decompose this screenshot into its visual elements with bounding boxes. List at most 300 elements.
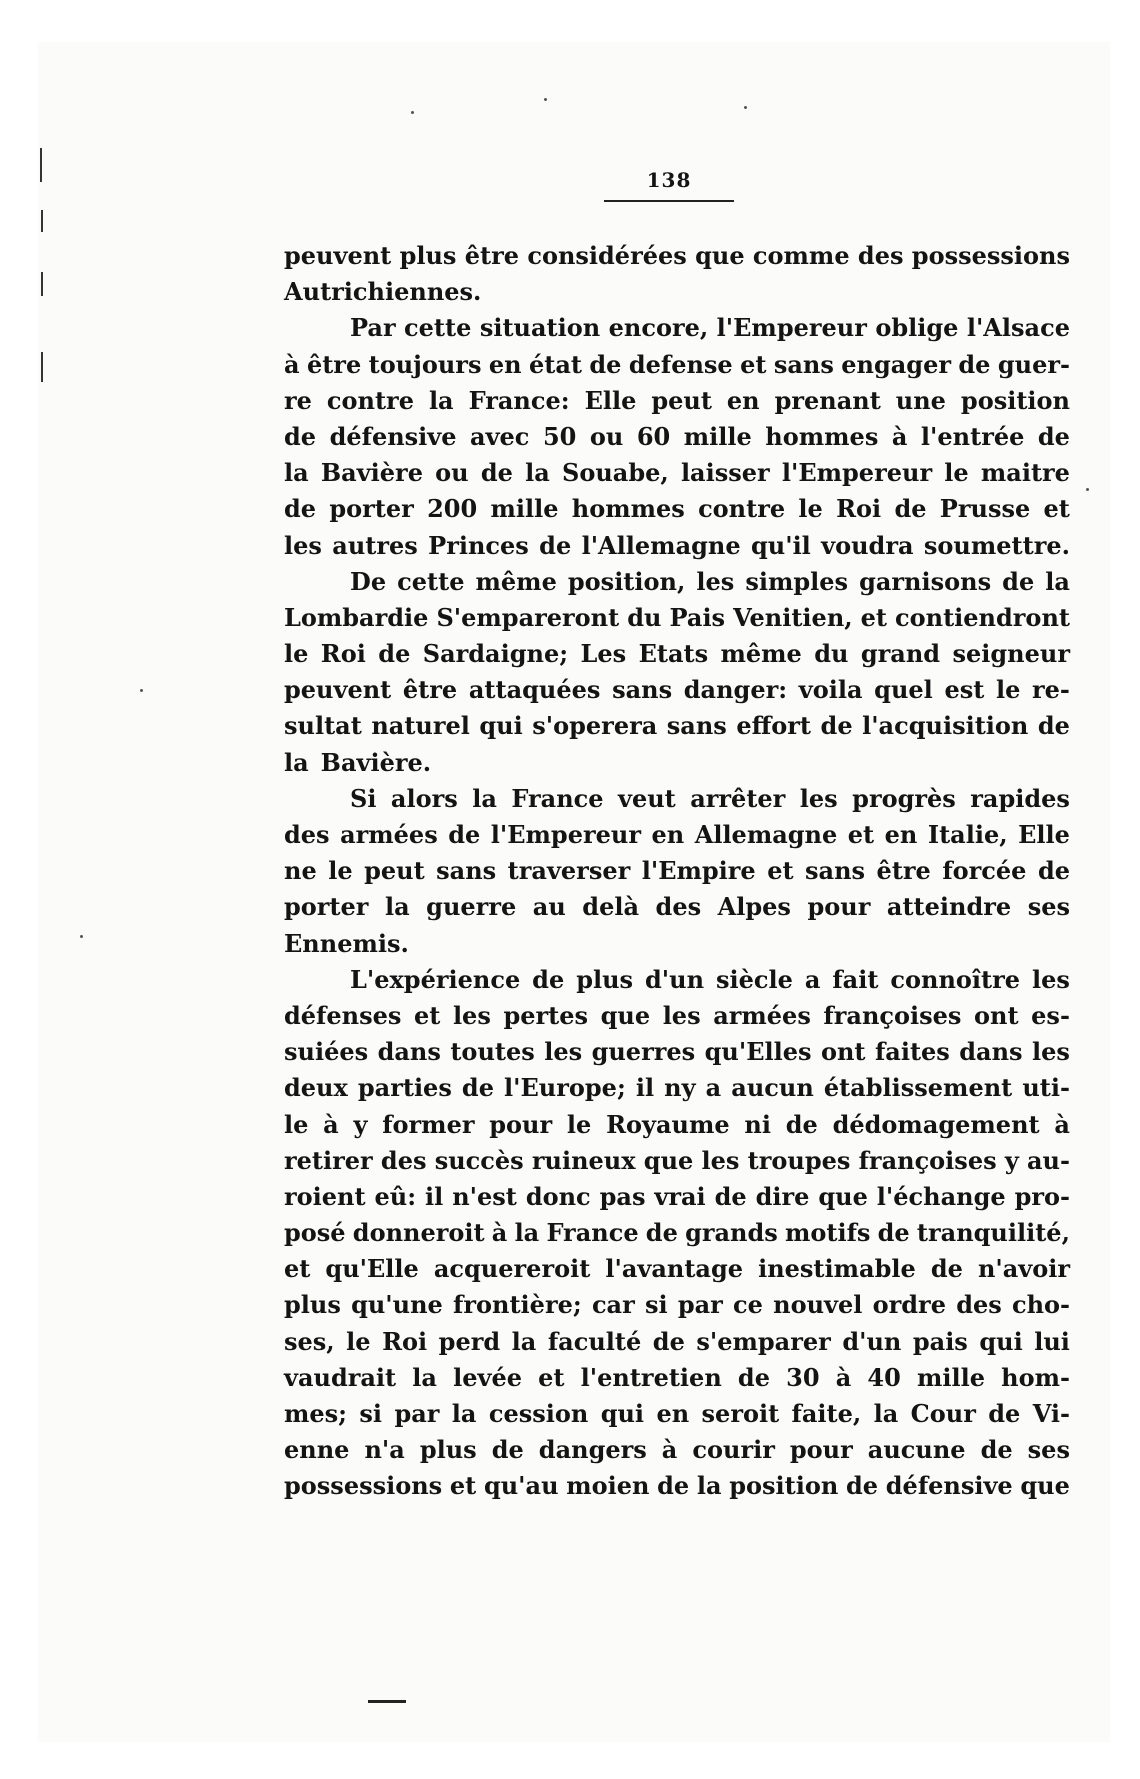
- word: qu'il: [750, 530, 811, 560]
- word: du: [814, 639, 849, 669]
- word: Bavière: [320, 458, 423, 488]
- word: que: [695, 241, 745, 270]
- word: contre: [698, 494, 786, 524]
- word: Ennemis.: [284, 928, 409, 958]
- word: la: [284, 747, 309, 777]
- word: De: [350, 566, 387, 596]
- word: le: [284, 639, 309, 669]
- word: que: [643, 1145, 694, 1175]
- word: levée: [453, 1362, 522, 1392]
- word: à: [835, 1362, 852, 1392]
- word: de: [877, 1218, 910, 1248]
- word: possessions: [284, 1471, 443, 1501]
- word: hommes: [571, 494, 685, 524]
- word: de: [589, 349, 622, 379]
- word: de: [846, 1471, 879, 1501]
- word: Italie,: [927, 820, 1008, 849]
- word: veut: [618, 783, 676, 813]
- word: la: [428, 385, 454, 415]
- text-line: [284, 781, 1070, 817]
- word: des: [284, 820, 330, 849]
- word: cho-: [1011, 1290, 1070, 1320]
- word: d'un: [842, 1326, 902, 1356]
- word: Princes: [428, 530, 529, 560]
- word: mille: [916, 1362, 985, 1392]
- word: guer-: [997, 349, 1070, 379]
- word: qu'Elles: [704, 1037, 812, 1067]
- text-line: [284, 528, 1070, 564]
- word: ruineux: [531, 1145, 636, 1175]
- bottom-mark: [368, 1700, 406, 1703]
- word: n'a: [364, 1435, 405, 1465]
- word: françoises: [823, 1000, 962, 1030]
- text-line: [284, 1287, 1070, 1323]
- word: Cour: [910, 1399, 976, 1428]
- word: considérées: [527, 241, 687, 270]
- word: de: [988, 1399, 1021, 1428]
- word: fait: [832, 964, 879, 994]
- word: Lombardie: [284, 602, 429, 632]
- word: Par: [350, 313, 396, 343]
- word: qui: [600, 1399, 645, 1428]
- word: arrêter: [690, 783, 786, 813]
- word: l'entretien: [580, 1362, 722, 1392]
- word: à: [1054, 1109, 1070, 1139]
- text-line: [284, 419, 1070, 455]
- word: du: [627, 602, 662, 632]
- word: Souabe,: [561, 458, 669, 488]
- word: naturel: [371, 711, 470, 741]
- word: dangers: [538, 1435, 647, 1465]
- word: de: [378, 639, 411, 669]
- word: le: [346, 1326, 371, 1356]
- word: retirer: [284, 1145, 373, 1175]
- word: alors: [390, 783, 458, 813]
- word: peut: [364, 856, 425, 886]
- word: de: [657, 1471, 690, 1501]
- word: 30: [786, 1362, 820, 1392]
- word: le: [798, 494, 823, 524]
- word: oblige: [875, 313, 959, 343]
- text-line: [284, 1396, 1070, 1432]
- word: comme: [752, 241, 850, 270]
- word: pro-: [1014, 1181, 1070, 1211]
- text-line: [284, 1468, 1070, 1504]
- word: ny: [664, 1073, 696, 1103]
- word: et: [449, 1471, 477, 1501]
- word: et: [740, 349, 767, 379]
- word: Roi: [320, 639, 366, 669]
- word: ni: [744, 1109, 771, 1139]
- word: l'Empereur: [490, 820, 641, 849]
- word: même: [475, 566, 557, 596]
- word: et: [538, 1362, 565, 1392]
- word: possessions: [911, 241, 1070, 270]
- text-line: [284, 672, 1070, 708]
- word: être: [402, 675, 458, 705]
- word: atteindre: [886, 892, 1012, 922]
- word: cession: [488, 1399, 589, 1428]
- word: de: [491, 1435, 524, 1465]
- word: position: [960, 385, 1070, 415]
- word: autres: [332, 530, 418, 560]
- word: et: [860, 602, 887, 632]
- word: s'operera: [532, 711, 658, 741]
- word: Pais: [669, 602, 726, 632]
- text-line: [284, 347, 1070, 383]
- word: par: [677, 1290, 723, 1320]
- word: toujours: [368, 349, 482, 379]
- word: connoître: [890, 964, 1021, 994]
- word: ses,: [284, 1326, 335, 1356]
- word: de: [980, 1435, 1013, 1465]
- text-line: [284, 1324, 1070, 1360]
- word: que: [1020, 1471, 1070, 1501]
- text-line: [284, 274, 1070, 310]
- word: de: [737, 1362, 770, 1392]
- word: et: [847, 820, 875, 849]
- word: la: [412, 1362, 437, 1392]
- word: et: [767, 856, 794, 886]
- word: defense: [628, 349, 733, 379]
- word: l'Empereur: [716, 313, 867, 343]
- word: progrès: [852, 783, 956, 813]
- word: défensive: [329, 421, 457, 451]
- word: motifs: [784, 1218, 871, 1248]
- word: donc: [525, 1181, 591, 1211]
- word: de: [958, 349, 991, 379]
- word: ou: [589, 421, 624, 451]
- word: sans: [666, 711, 727, 741]
- text-line: [284, 1215, 1070, 1251]
- text-line: [284, 238, 1070, 274]
- text-line: [284, 853, 1070, 889]
- word: n'avoir: [977, 1254, 1070, 1284]
- word: roient: [284, 1181, 366, 1211]
- word: plus: [399, 241, 457, 270]
- word: pour: [789, 1435, 853, 1465]
- margin-mark: [40, 148, 42, 182]
- print-speck: [1086, 488, 1089, 491]
- text-line: [284, 1034, 1070, 1070]
- word: Etats: [638, 639, 709, 669]
- word: à: [661, 1435, 678, 1465]
- word: françoises: [858, 1145, 997, 1175]
- word: peuvent: [284, 241, 392, 270]
- word: être: [306, 349, 362, 379]
- word: France:: [468, 385, 570, 415]
- word: es-: [1031, 1000, 1070, 1030]
- word: contiendront: [895, 602, 1070, 632]
- word: attaquées: [468, 675, 601, 705]
- word: pais: [912, 1326, 968, 1356]
- word: car: [591, 1290, 635, 1320]
- word: troupes: [747, 1145, 851, 1175]
- word: la: [873, 1399, 899, 1428]
- word: qui: [479, 711, 523, 741]
- word: plus: [284, 1290, 341, 1320]
- word: de: [930, 1254, 963, 1284]
- word: armées: [340, 820, 438, 849]
- word: 200: [427, 494, 478, 524]
- word: les: [799, 783, 838, 813]
- word: grand: [860, 639, 941, 669]
- word: à: [323, 1109, 339, 1139]
- word: inestimable: [758, 1254, 916, 1284]
- text-line: [284, 926, 1070, 962]
- word: uti-: [1022, 1073, 1070, 1103]
- word: faites: [874, 1037, 950, 1067]
- word: sans: [612, 675, 673, 705]
- word: parties: [357, 1073, 452, 1103]
- word: de: [284, 494, 317, 524]
- print-speck: [140, 689, 143, 692]
- word: pour: [489, 1109, 553, 1139]
- word: en: [651, 820, 685, 849]
- margin-mark: [41, 210, 43, 232]
- word: l'entrée: [920, 421, 1025, 451]
- text-line: [284, 1070, 1070, 1106]
- word: voudra: [821, 530, 914, 560]
- word: à: [891, 421, 908, 451]
- word: établissement: [823, 1073, 1013, 1103]
- word: des: [857, 241, 904, 270]
- word: la: [1045, 566, 1070, 596]
- word: seroit: [701, 1399, 780, 1428]
- word: le: [328, 856, 353, 886]
- word: de: [1002, 566, 1035, 596]
- word: les: [696, 566, 735, 596]
- text-line: [284, 889, 1070, 925]
- word: perd: [438, 1326, 501, 1356]
- word: garnisons: [859, 566, 992, 596]
- text-line: [284, 1107, 1070, 1143]
- word: encore,: [608, 313, 709, 343]
- word: Roi: [836, 494, 882, 524]
- word: l'Empereur: [781, 458, 933, 488]
- word: guerres: [591, 1037, 696, 1067]
- word: des: [655, 892, 702, 922]
- word: peut: [651, 385, 712, 415]
- word: Vi-: [1032, 1399, 1070, 1428]
- word: la: [514, 1218, 540, 1248]
- text-line: [284, 564, 1070, 600]
- text-line: [284, 383, 1070, 419]
- word: le: [566, 1109, 592, 1139]
- word: à: [284, 349, 300, 379]
- word: la: [525, 458, 550, 488]
- word: à: [491, 1218, 508, 1248]
- word: défenses: [284, 1000, 402, 1030]
- word: position: [729, 1471, 839, 1501]
- word: Alpes: [717, 892, 791, 922]
- word: de: [461, 1073, 494, 1103]
- word: qu'Elle: [325, 1254, 419, 1284]
- word: les: [1032, 1037, 1070, 1067]
- word: faculté: [547, 1326, 642, 1356]
- word: seigneur: [952, 639, 1070, 669]
- word: de: [1037, 421, 1070, 451]
- word: porter: [329, 494, 414, 524]
- word: Les: [580, 639, 627, 669]
- word: une: [895, 385, 946, 415]
- word: et: [413, 1000, 441, 1030]
- word: France: [546, 1218, 639, 1248]
- word: défensive: [885, 1471, 1013, 1501]
- word: sans: [773, 349, 834, 379]
- word: par: [394, 1399, 440, 1428]
- text-line: [284, 817, 1070, 853]
- word: que: [818, 1181, 868, 1211]
- word: de: [284, 421, 317, 451]
- text-line: [284, 708, 1070, 744]
- word: armées: [713, 1000, 811, 1030]
- word: eû:: [374, 1181, 417, 1211]
- word: l'acquisition: [862, 711, 1029, 741]
- page-number-rule: [604, 200, 734, 202]
- text-line: [284, 1432, 1070, 1468]
- word: les: [452, 1000, 491, 1030]
- word: enne: [284, 1435, 350, 1465]
- word: prenant: [774, 385, 881, 415]
- word: Autrichiennes.: [284, 277, 482, 307]
- word: au: [532, 892, 566, 922]
- word: tranquilité,: [916, 1218, 1070, 1248]
- word: et: [1043, 494, 1070, 524]
- word: que: [600, 1000, 651, 1030]
- word: de: [448, 820, 481, 849]
- word: posé: [284, 1218, 346, 1248]
- word: deux: [284, 1073, 348, 1103]
- word: pas: [599, 1181, 646, 1211]
- word: traverser: [507, 856, 631, 886]
- text-line: [284, 491, 1070, 527]
- word: Elle: [584, 385, 637, 415]
- word: delà: [582, 892, 640, 922]
- word: est: [944, 675, 985, 705]
- word: il: [635, 1073, 655, 1103]
- word: d'un: [645, 964, 705, 994]
- word: simples: [745, 566, 849, 596]
- word: en: [726, 385, 760, 415]
- word: porter: [284, 892, 369, 922]
- word: ont: [820, 1037, 866, 1067]
- word: si: [644, 1290, 668, 1320]
- word: sans: [436, 856, 497, 886]
- word: position,: [567, 566, 686, 596]
- word: acquereroit: [433, 1254, 591, 1284]
- word: moien: [566, 1471, 650, 1501]
- text-line: [284, 745, 1070, 781]
- word: les: [284, 530, 322, 560]
- word: dédomagement: [832, 1109, 1040, 1139]
- word: ordre: [872, 1290, 946, 1320]
- word: les: [662, 1000, 701, 1030]
- word: guerre: [426, 892, 517, 922]
- word: Sardaigne;: [422, 639, 569, 669]
- word: la: [472, 783, 497, 813]
- word: n'est: [452, 1181, 517, 1211]
- word: il: [425, 1181, 444, 1211]
- word: laisser: [680, 458, 770, 488]
- print-speck: [544, 98, 547, 101]
- word: état: [528, 349, 582, 379]
- word: soumettre.: [923, 530, 1070, 560]
- word: ne: [284, 856, 317, 886]
- word: en: [884, 820, 918, 849]
- word: être: [464, 241, 520, 270]
- word: Bavière.: [320, 747, 432, 777]
- word: vrai: [654, 1181, 706, 1211]
- word: cette: [397, 566, 465, 596]
- word: dans: [959, 1037, 1023, 1067]
- word: qu'une: [351, 1290, 443, 1320]
- word: qu'au: [483, 1471, 559, 1501]
- text-line: [284, 310, 1070, 346]
- word: même: [720, 639, 802, 669]
- word: faite,: [791, 1399, 862, 1428]
- text-line: [284, 962, 1070, 998]
- word: l'échange: [876, 1181, 1006, 1211]
- word: l'Alsace: [966, 313, 1070, 343]
- word: s'emparer: [696, 1326, 831, 1356]
- word: re: [284, 385, 312, 415]
- word: Allemagne: [694, 820, 838, 849]
- word: de: [820, 711, 853, 741]
- print-speck: [411, 111, 414, 114]
- word: les: [1032, 964, 1070, 994]
- word: nouvel: [773, 1290, 863, 1320]
- word: l'Allemagne: [581, 530, 741, 560]
- word: la: [511, 1326, 537, 1356]
- word: aucun: [731, 1073, 814, 1103]
- word: au-: [1026, 1145, 1070, 1175]
- word: sans: [805, 856, 866, 886]
- word: peuvent: [284, 675, 392, 705]
- word: quel: [874, 675, 933, 705]
- word: forcée: [942, 856, 1027, 886]
- word: qui: [979, 1326, 1023, 1356]
- word: de: [785, 1109, 818, 1139]
- word: voila: [798, 675, 863, 705]
- word: l'Empire: [641, 856, 756, 886]
- word: de: [714, 1181, 747, 1211]
- word: re-: [1032, 675, 1070, 705]
- word: a: [804, 964, 821, 994]
- word: de: [645, 1218, 678, 1248]
- word: pour: [807, 892, 871, 922]
- text-line: [284, 1251, 1070, 1287]
- word: si: [359, 1399, 383, 1428]
- word: aucune: [867, 1435, 966, 1465]
- word: ce: [733, 1290, 763, 1320]
- word: grands: [685, 1218, 778, 1248]
- word: S'empareront: [436, 602, 620, 632]
- word: vaudrait: [284, 1362, 397, 1392]
- word: hom-: [1001, 1362, 1070, 1392]
- text-line: [284, 455, 1070, 491]
- margin-mark: [41, 352, 43, 382]
- text-line: [284, 1179, 1070, 1215]
- word: de: [1037, 856, 1070, 886]
- word: y: [1004, 1145, 1019, 1175]
- word: a: [705, 1073, 722, 1103]
- word: rapides: [970, 783, 1070, 813]
- word: être: [876, 856, 931, 886]
- word: l'Europe;: [504, 1073, 626, 1103]
- margin-mark: [41, 272, 43, 296]
- word: ont: [974, 1000, 1019, 1030]
